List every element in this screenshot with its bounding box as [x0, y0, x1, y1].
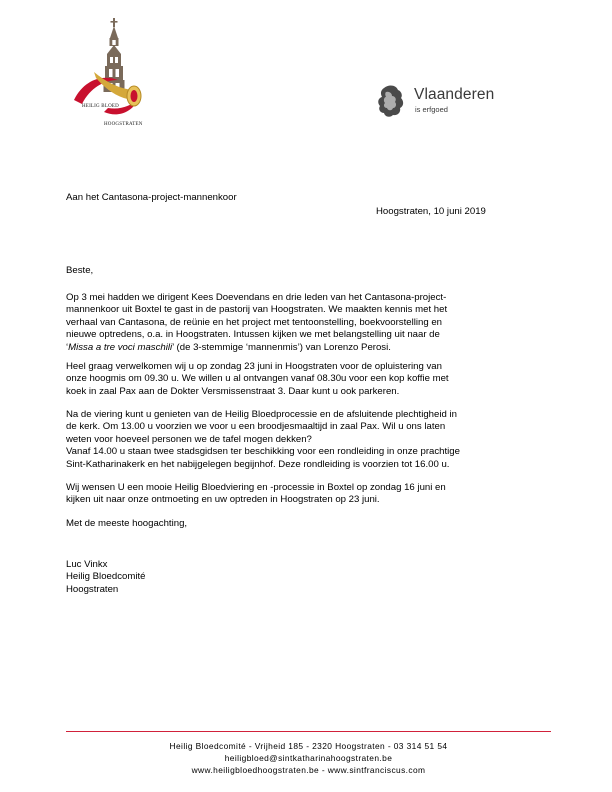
signature-block: [66, 559, 145, 596]
paragraph-line: onze hoogmis om 09.30 u. We willen u al ontvangen vanaf 08.30u voor een kop koffie met: [66, 373, 449, 385]
flemish-lion-icon: [374, 82, 408, 120]
signature-name: Luc Vinkx: [66, 559, 108, 570]
paragraph-line: nieuwe optredens, o.a. in Hoogstraten. Intussen kijken we met belangstelling uit naar de: [66, 329, 440, 341]
salutation: Beste,: [66, 265, 94, 276]
logo-caption-hoogstraten: HOOGSTRATEN: [104, 122, 143, 127]
footer-email: heiligbloed@sintkatharinahoogstraten.be: [224, 753, 393, 763]
mass-title: Missa a tre voci maschili: [68, 341, 173, 353]
paragraph-line: Na de viering kunt u genieten van de Heilig Bloedprocessie en de afsluitende plechtigheid in: [66, 409, 457, 420]
paragraph-line: weten voor hoeveel personen we de tafel mogen dekken?: [66, 433, 312, 445]
footer-divider: [66, 731, 551, 732]
paragraph-line: Vanaf 14.00 u staan twee stadsgidsen ter beschikking voor een rondleiding in onze prachtige: [66, 446, 460, 458]
paragraph-line: kijken uit naar onze ontmoeting en uw optreden in Hoogstraten op 23 juni.: [66, 494, 380, 506]
quote-open: ‘: [66, 341, 69, 353]
signature-city: Hoogstraten: [66, 583, 119, 595]
paragraph-line: Heel graag verwelkomen wij u op zondag 23 juni in Hoogstraten voor de opluistering van: [66, 361, 442, 372]
closing: Met de meeste hoogachting,: [66, 518, 188, 529]
heilig-bloed-logo: [66, 14, 166, 134]
paragraph-line: de kerk. Om 13.00 u voorzien we voor u een broodjesmaaltijd in zaal Pax. Wil u ons laten: [66, 421, 446, 433]
logo-caption-heilig-bloed: HEILIG BLOED: [82, 104, 119, 109]
footer-address: Heilig Bloedcomité - Vrijheid 185 - 2320 Hoogstraten - 03 314 51 54: [169, 741, 448, 751]
place-date: Hoogstraten, 10 juni 2019: [376, 206, 486, 217]
mass-description: ’ (de 3-stemmige ‘mannenmis’) van Lorenzo Perosi.: [172, 341, 391, 353]
paragraph-line: Op 3 mei hadden we dirigent Kees Doevendans en drie leden van het Cantasona-project-: [66, 292, 447, 303]
paragraph-3: [66, 409, 460, 471]
paragraph-line: verhaal van Cantasona, de reünie en het project met tentoonstelling, boekvoorstelling en: [66, 316, 442, 328]
signature-org: Heilig Bloedcomité: [66, 571, 146, 583]
paragraph-line: Sint-Katharinakerk en het nabijgelegen begijnhof. Deze rondleiding is voorzien tot 16.00 u.: [66, 458, 450, 470]
vlaanderen-subtitle: is erfgoed: [415, 105, 448, 114]
paragraph-1: [66, 292, 447, 354]
vlaanderen-wordmark: Vlaanderen: [414, 86, 495, 103]
paragraph-line: koek in zaal Pax aan de Dokter Versmissenstraat 3. Daar kunt u ook parkeren.: [66, 385, 400, 397]
footer-websites: www.heiligbloedhoogstraten.be - www.sintfranciscus.com: [191, 765, 426, 775]
paragraph-2: [66, 361, 449, 398]
recipient: Aan het Cantasona-project-mannenkoor: [66, 192, 237, 203]
paragraph-line: [66, 342, 447, 354]
paragraph-line: Wij wensen U een mooie Heilig Bloedviering en -processie in Boxtel op zondag 16 juni en: [66, 482, 446, 493]
paragraph-line: mannenkoor uit Boxtel te gast in de pastorij van Hoogstraten. We maakten kennis met het: [66, 304, 448, 316]
paragraph-4: [66, 482, 446, 507]
vlaanderen-logo: [372, 82, 502, 122]
